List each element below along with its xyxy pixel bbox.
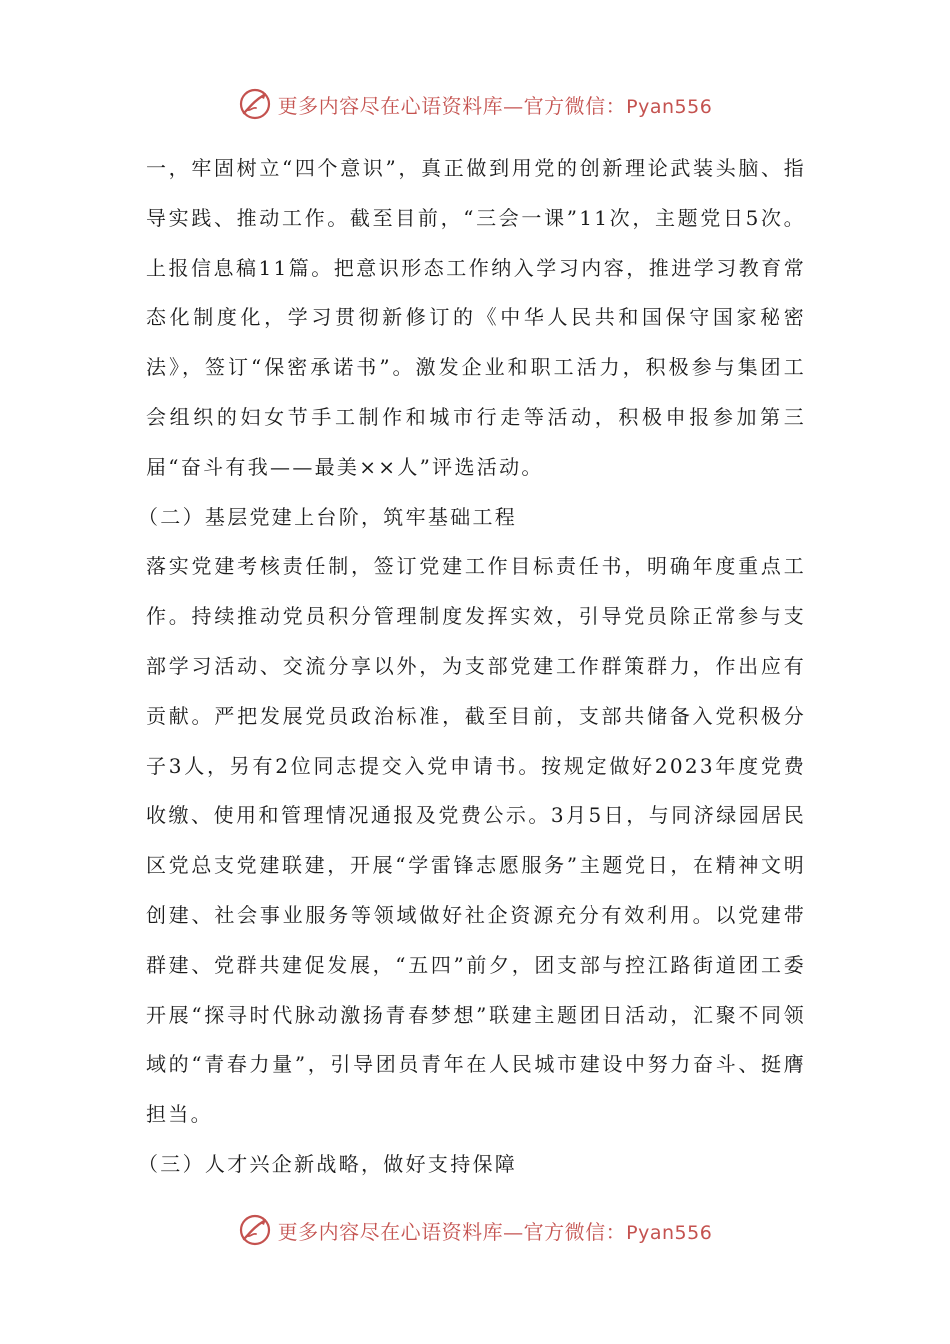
watermark-text: 更多内容尽在心语资料库—官方微信： <box>277 93 627 118</box>
document-body <box>138 144 806 1190</box>
watermark-wechat-id: Pyan556 <box>626 1221 713 1244</box>
watermark-header <box>0 84 950 124</box>
pen-signature-icon <box>238 87 272 121</box>
section-heading-2: （二）基层党建上台阶，筑牢基础工程 <box>138 504 518 529</box>
paragraph-2: 落实党建考核责任制，签订党建工作目标责任书，明确年度重点工作。持续推动党员积分管理制度发挥实效，引导党员除正常参与支部学习活动、交流分享以外，为支部党建工作群策群力，作出应有贡献。严把发展党员政治标准，截至目前，支部共储备入党积极分子3人，另有2位同志提交入党申请书。按规定做好2023年度党费收缴、使用和管理情况通报及党费公示。3月5日，与同济绿园居民区党总支党建联建，开展“学雷锋志愿服务”主题党日，在精神文明创建、社会事业服务等领域做好社企资源充分有效利用。以党建带群建、党群共建促发展，“五四”前夕，团支部与控江路街道团工委开展“探寻时代脉动激扬青春梦想”联建主题团日活动，汇聚不同领域的“青春力量”，引导团员青年在人民城市建设中努力奋斗、挺膺担当。 <box>146 554 806 1127</box>
watermark-wechat-id: Pyan556 <box>626 95 713 118</box>
watermark-footer <box>0 1210 950 1250</box>
section-heading-3: （三）人才兴企新战略，做好支持保障 <box>138 1151 518 1176</box>
pen-signature-icon <box>238 1213 272 1247</box>
paragraph-1: 一，牢固树立“四个意识”，真正做到用党的创新理论武装头脑、指导实践、推动工作。截至目前，“三会一课”11次，主题党日5次。上报信息稿11篇。把意识形态工作纳入学习内容，推进学习教育常态化制度化，学习贯彻新修订的《中华人民共和国保守国家秘密法》，签订“保密承诺书”。激发企业和职工活力，积极参与集团工会组织的妇女节手工制作和城市行走等活动，积极申报参加第三届“奋斗有我——最美××人”评选活动。 <box>146 156 806 479</box>
watermark-text: 更多内容尽在心语资料库—官方微信： <box>277 1219 627 1244</box>
